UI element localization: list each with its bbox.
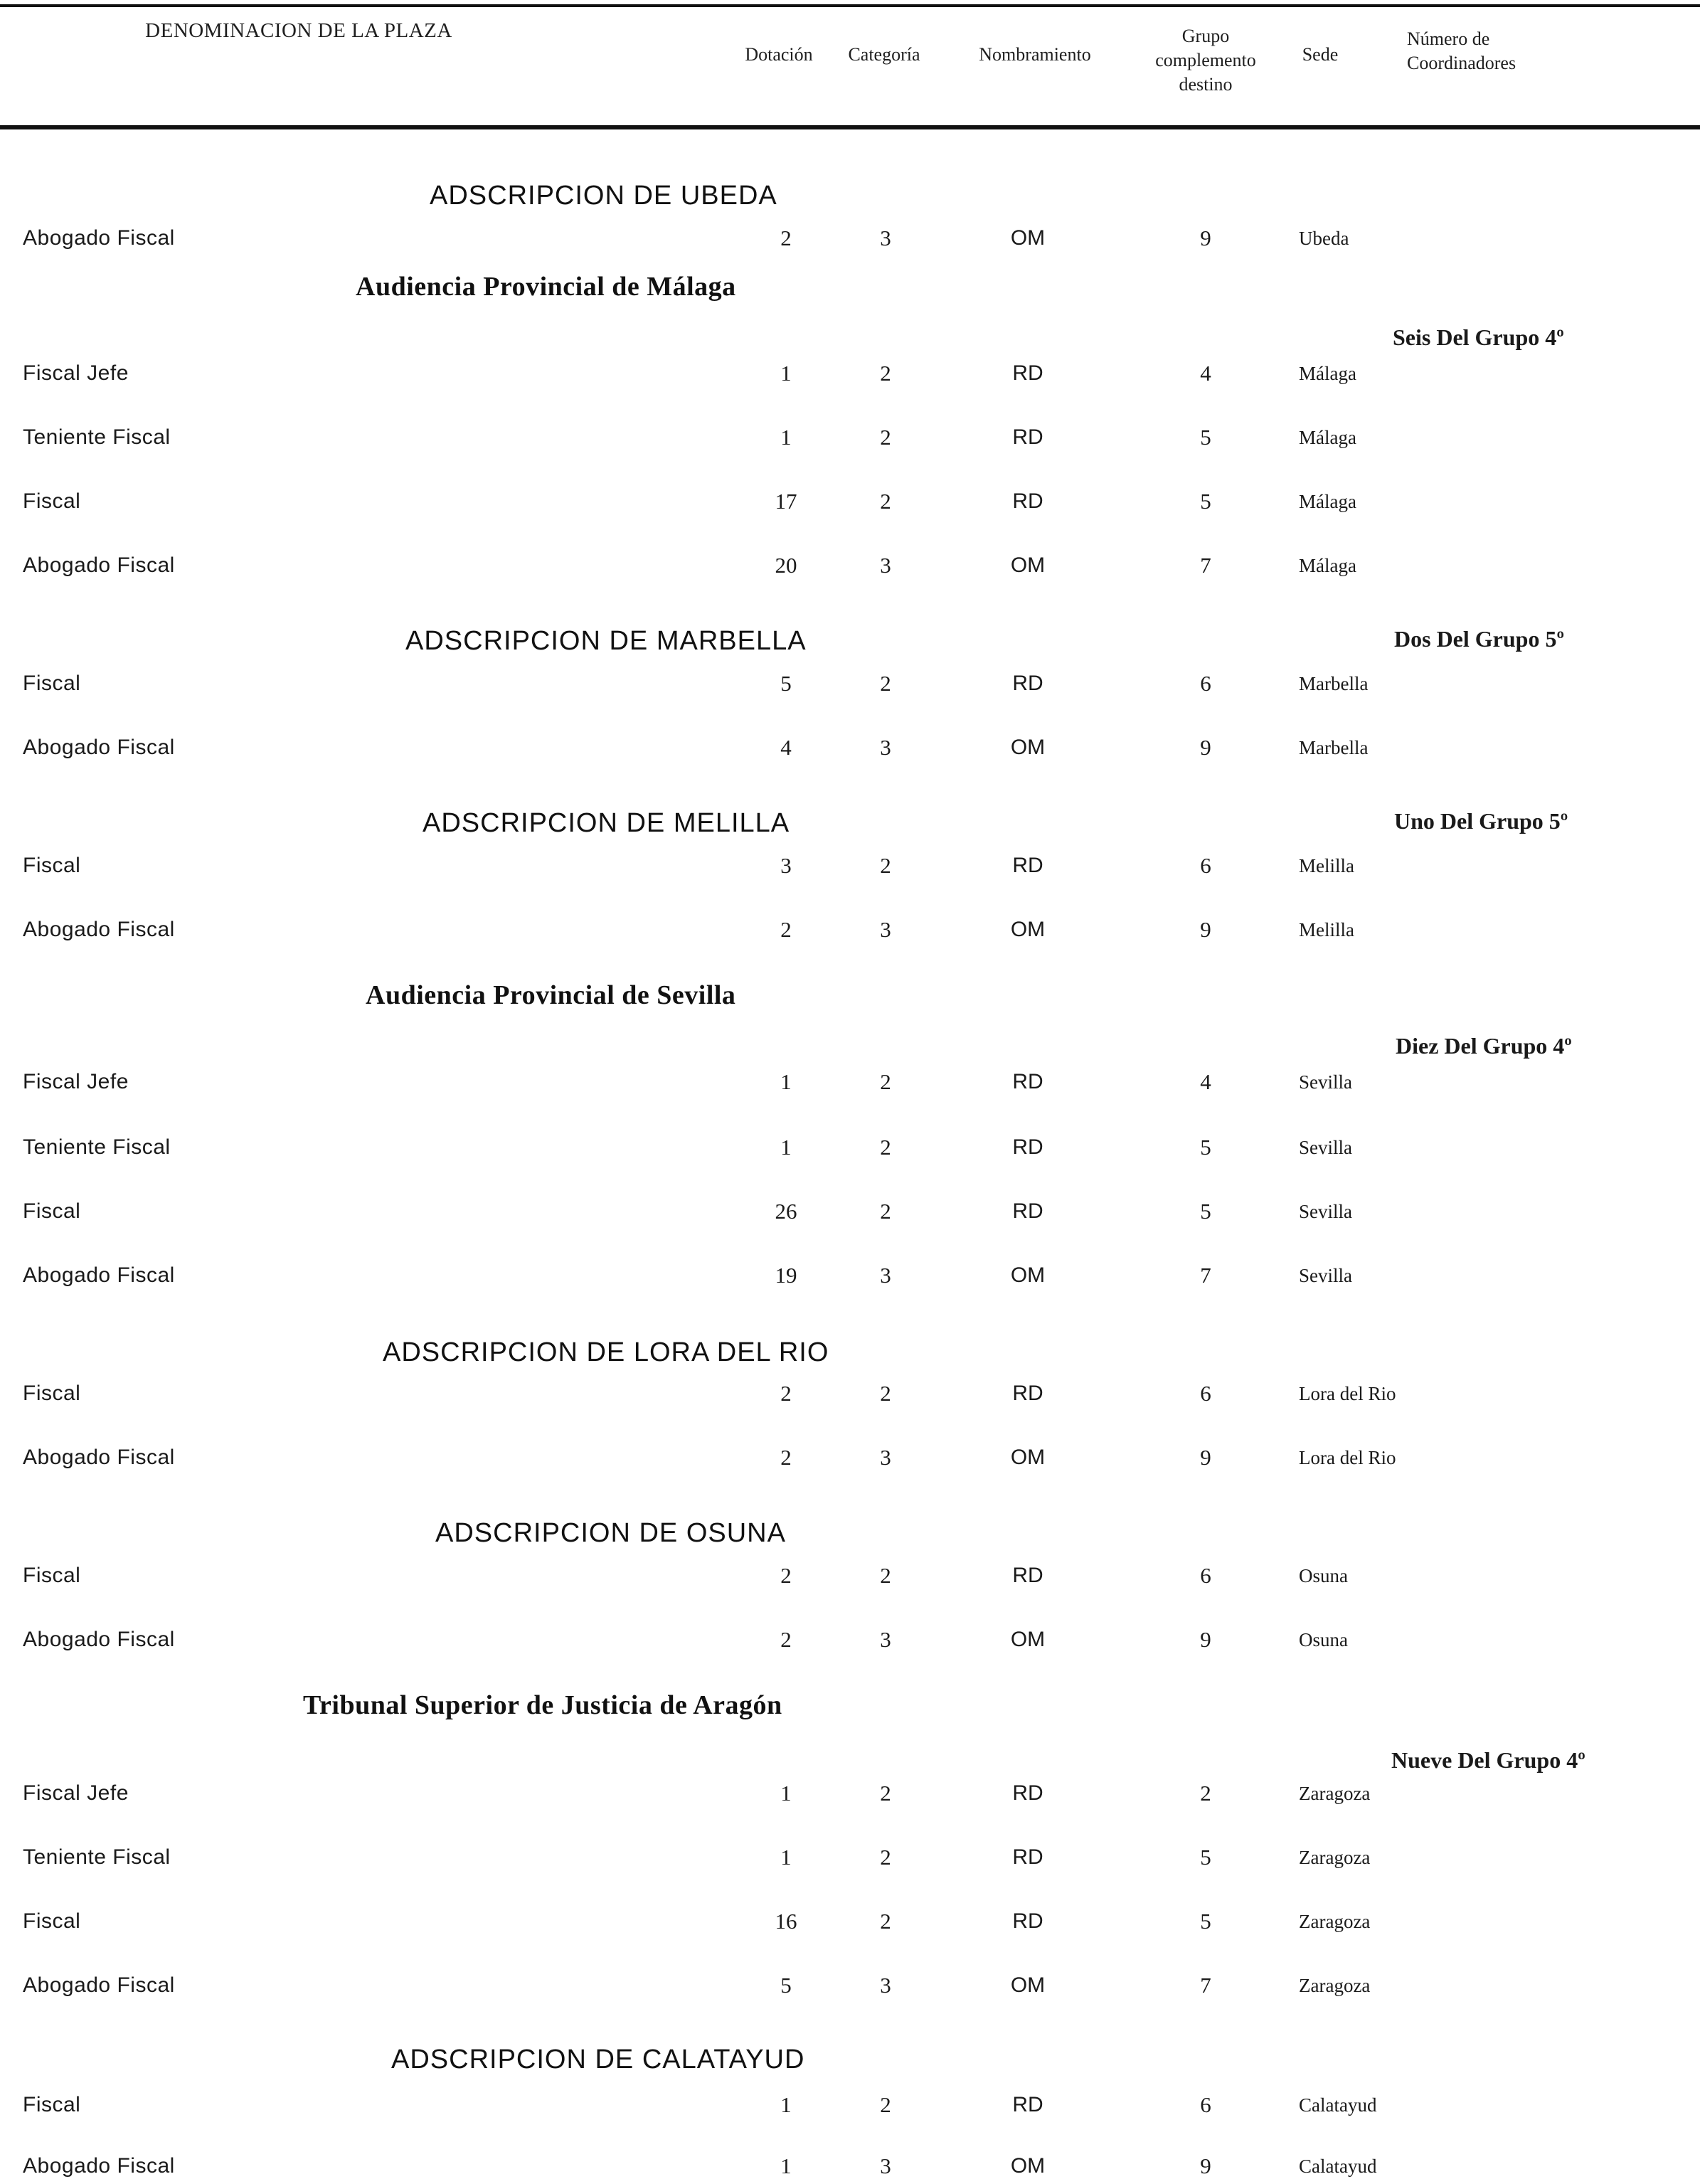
cell-sede: Osuna (1299, 1565, 1348, 1586)
table-row (0, 1558, 1700, 1594)
coordinadores-note: Diez Del Grupo 4º (1396, 1033, 1572, 1059)
cell-dotacion: 2 (780, 1445, 792, 1470)
table-row (0, 1064, 1700, 1100)
cell-denominacion: Abogado Fiscal (23, 226, 175, 250)
cell-categoria: 2 (880, 1909, 891, 1934)
section-title: ADSCRIPCION DE OSUNA (435, 1518, 786, 1548)
cell-nombramiento: RD (1012, 1382, 1043, 1405)
cell-categoria: 2 (880, 361, 891, 386)
header-categoria: Categoría (848, 44, 920, 65)
cell-nombramiento: RD (1012, 361, 1043, 385)
cell-categoria: 2 (880, 1781, 891, 1806)
cell-denominacion: Fiscal (23, 1382, 81, 1405)
cell-nombramiento: RD (1012, 2093, 1043, 2116)
table-row (0, 484, 1700, 519)
cell-grupo: 2 (1200, 1781, 1211, 1806)
cell-dotacion: 5 (780, 1973, 792, 1998)
table-row (0, 420, 1700, 455)
cell-denominacion: Teniente Fiscal (23, 425, 171, 449)
cell-dotacion: 2 (780, 1563, 792, 1588)
cell-grupo: 7 (1200, 1263, 1211, 1288)
cell-dotacion: 3 (780, 853, 792, 878)
cell-nombramiento: OM (1010, 553, 1046, 577)
cell-sede: Málaga (1299, 491, 1356, 512)
cell-grupo: 6 (1200, 1381, 1211, 1406)
cell-nombramiento: RD (1012, 1781, 1043, 1805)
cell-categoria: 2 (880, 1069, 891, 1094)
cell-denominacion: Fiscal (23, 854, 81, 877)
cell-dotacion: 1 (780, 425, 792, 450)
cell-sede: Málaga (1299, 427, 1356, 448)
table-row (0, 730, 1700, 765)
cell-grupo: 5 (1200, 1909, 1211, 1934)
table-row (0, 1622, 1700, 1658)
cell-categoria: 2 (880, 1381, 891, 1406)
cell-sede: Lora del Rio (1299, 1447, 1396, 1468)
cell-grupo: 9 (1200, 1627, 1211, 1652)
table-row (0, 848, 1700, 884)
cell-nombramiento: OM (1010, 1446, 1046, 1469)
cell-categoria: 3 (880, 2153, 891, 2178)
section-title: ADSCRIPCION DE LORA DEL RIO (383, 1337, 829, 1367)
cell-categoria: 2 (880, 2092, 891, 2117)
cell-grupo: 9 (1200, 917, 1211, 942)
header-nombramiento: Nombramiento (979, 44, 1091, 65)
cell-grupo: 9 (1200, 2153, 1211, 2178)
cell-grupo: 9 (1200, 226, 1211, 250)
cell-denominacion: Abogado Fiscal (23, 918, 175, 941)
cell-sede: Calatayud (1299, 2094, 1377, 2116)
cell-denominacion: Abogado Fiscal (23, 2154, 175, 2178)
cell-sede: Sevilla (1299, 1137, 1352, 1158)
cell-dotacion: 17 (775, 489, 797, 514)
section-title: Audiencia Provincial de Sevilla (366, 980, 736, 1010)
cell-categoria: 3 (880, 735, 891, 760)
header-bottom-rule (0, 125, 1700, 129)
coordinadores-note: Seis Del Grupo 4º (1393, 324, 1564, 350)
cell-grupo: 5 (1200, 1135, 1211, 1160)
cell-grupo: 5 (1200, 1199, 1211, 1224)
cell-nombramiento: RD (1012, 1199, 1043, 1223)
cell-denominacion: Fiscal Jefe (23, 1781, 129, 1805)
cell-denominacion: Fiscal (23, 1199, 81, 1223)
cell-nombramiento: OM (1010, 736, 1046, 759)
cell-sede: Marbella (1299, 737, 1369, 758)
cell-nombramiento: OM (1010, 1628, 1046, 1651)
cell-sede: Osuna (1299, 1629, 1348, 1650)
cell-nombramiento: RD (1012, 489, 1043, 513)
cell-sede: Sevilla (1299, 1071, 1352, 1093)
cell-categoria: 3 (880, 1445, 891, 1470)
cell-nombramiento: RD (1012, 1564, 1043, 1587)
cell-nombramiento: RD (1012, 425, 1043, 449)
cell-denominacion: Abogado Fiscal (23, 1973, 175, 1997)
table-row (0, 1904, 1700, 1939)
coordinadores-note: Nueve Del Grupo 4º (1391, 1747, 1585, 1773)
cell-dotacion: 1 (780, 1845, 792, 1870)
coordinadores-note: Uno Del Grupo 5º (1394, 808, 1568, 834)
cell-nombramiento: OM (1010, 1973, 1046, 1997)
cell-nombramiento: OM (1010, 226, 1046, 250)
cell-sede: Calatayud (1299, 2156, 1377, 2177)
table-row (0, 2148, 1700, 2184)
cell-categoria: 3 (880, 1627, 891, 1652)
table-row (0, 1194, 1700, 1229)
cell-grupo: 5 (1200, 425, 1211, 450)
cell-dotacion: 16 (775, 1909, 797, 1934)
cell-categoria: 2 (880, 1845, 891, 1870)
cell-denominacion: Fiscal (23, 489, 81, 513)
cell-grupo: 7 (1200, 1973, 1211, 1998)
coordinadores-note: Dos Del Grupo 5º (1394, 626, 1565, 652)
section-title: ADSCRIPCION DE CALATAYUD (391, 2045, 805, 2074)
section-title: ADSCRIPCION DE MELILLA (423, 808, 790, 838)
cell-denominacion: Fiscal Jefe (23, 361, 129, 385)
cell-categoria: 3 (880, 1263, 891, 1288)
section-title: ADSCRIPCION DE UBEDA (430, 181, 777, 211)
cell-dotacion: 1 (780, 2092, 792, 2117)
section-title: ADSCRIPCION DE MARBELLA (405, 626, 807, 656)
cell-dotacion: 4 (780, 735, 792, 760)
cell-nombramiento: RD (1012, 672, 1043, 695)
section-title: Tribunal Superior de Justicia de Aragón (303, 1690, 782, 1720)
header-sede: Sede (1302, 44, 1339, 65)
cell-sede: Sevilla (1299, 1265, 1352, 1286)
cell-denominacion: Fiscal (23, 672, 81, 695)
table-row (0, 1440, 1700, 1475)
cell-dotacion: 2 (780, 1381, 792, 1406)
cell-denominacion: Fiscal (23, 1564, 81, 1587)
cell-dotacion: 19 (775, 1263, 797, 1288)
header-dotacion: Dotación (745, 44, 813, 65)
cell-sede: Málaga (1299, 555, 1356, 576)
header-coordinadores: Número de Coordinadores (1407, 28, 1516, 73)
cell-dotacion: 26 (775, 1199, 797, 1224)
table-row (0, 221, 1700, 256)
table-row (0, 1130, 1700, 1165)
table-row (0, 548, 1700, 583)
cell-denominacion: Fiscal (23, 1909, 81, 1933)
cell-nombramiento: RD (1012, 854, 1043, 877)
cell-dotacion: 5 (780, 671, 792, 696)
cell-nombramiento: RD (1012, 1845, 1043, 1869)
cell-sede: Ubeda (1299, 228, 1349, 249)
cell-categoria: 2 (880, 1199, 891, 1224)
cell-dotacion: 1 (780, 2153, 792, 2178)
cell-categoria: 2 (880, 489, 891, 514)
cell-grupo: 6 (1200, 853, 1211, 878)
cell-sede: Zaragoza (1299, 1783, 1371, 1804)
cell-grupo: 4 (1200, 1069, 1211, 1094)
cell-denominacion: Abogado Fiscal (23, 1263, 175, 1287)
cell-dotacion: 2 (780, 1627, 792, 1652)
cell-nombramiento: RD (1012, 1070, 1043, 1093)
cell-sede: Lora del Rio (1299, 1383, 1396, 1404)
cell-dotacion: 1 (780, 1069, 792, 1094)
cell-denominacion: Fiscal Jefe (23, 1070, 129, 1093)
cell-nombramiento: OM (1010, 918, 1046, 941)
cell-grupo: 5 (1200, 489, 1211, 514)
cell-grupo: 6 (1200, 1563, 1211, 1588)
table-row (0, 356, 1700, 391)
cell-grupo: 9 (1200, 735, 1211, 760)
cell-grupo: 6 (1200, 671, 1211, 696)
table-row (0, 1258, 1700, 1293)
cell-sede: Zaragoza (1299, 1975, 1371, 1996)
table-row (0, 1840, 1700, 1875)
cell-denominacion: Abogado Fiscal (23, 553, 175, 577)
cell-grupo: 6 (1200, 2092, 1211, 2117)
cell-categoria: 2 (880, 853, 891, 878)
cell-dotacion: 2 (780, 917, 792, 942)
cell-categoria: 3 (880, 1973, 891, 1998)
cell-categoria: 3 (880, 917, 891, 942)
cell-denominacion: Abogado Fiscal (23, 736, 175, 759)
table-row (0, 1376, 1700, 1411)
cell-categoria: 2 (880, 671, 891, 696)
section-title: Audiencia Provincial de Málaga (356, 272, 736, 302)
cell-categoria: 2 (880, 1563, 891, 1588)
cell-dotacion: 1 (780, 361, 792, 386)
cell-denominacion: Abogado Fiscal (23, 1628, 175, 1651)
table-row (0, 912, 1700, 948)
table-row (0, 1776, 1700, 1811)
cell-nombramiento: RD (1012, 1909, 1043, 1933)
cell-dotacion: 1 (780, 1135, 792, 1160)
cell-sede: Zaragoza (1299, 1911, 1371, 1932)
cell-sede: Melilla (1299, 855, 1354, 876)
cell-nombramiento: OM (1010, 2154, 1046, 2178)
cell-categoria: 2 (880, 1135, 891, 1160)
cell-grupo: 7 (1200, 553, 1211, 578)
cell-denominacion: Abogado Fiscal (23, 1446, 175, 1469)
header-grupo-complemento: Grupo complemento destino (1155, 26, 1256, 95)
cell-sede: Melilla (1299, 919, 1354, 940)
cell-dotacion: 20 (775, 553, 797, 578)
cell-categoria: 3 (880, 553, 891, 578)
cell-categoria: 2 (880, 425, 891, 450)
table-row (0, 2087, 1700, 2123)
table-row (0, 666, 1700, 701)
cell-denominacion: Teniente Fiscal (23, 1845, 171, 1869)
cell-grupo: 9 (1200, 1445, 1211, 1470)
cell-grupo: 4 (1200, 361, 1211, 386)
cell-dotacion: 2 (780, 226, 792, 250)
table-row (0, 1968, 1700, 2003)
cell-nombramiento: RD (1012, 1135, 1043, 1159)
cell-sede: Marbella (1299, 673, 1369, 694)
cell-sede: Sevilla (1299, 1201, 1352, 1222)
cell-nombramiento: OM (1010, 1263, 1046, 1287)
cell-sede: Málaga (1299, 363, 1356, 384)
header-denominacion: DENOMINACION DE LA PLAZA (145, 19, 452, 42)
cell-sede: Zaragoza (1299, 1847, 1371, 1868)
cell-grupo: 5 (1200, 1845, 1211, 1870)
cell-categoria: 3 (880, 226, 891, 250)
cell-denominacion: Teniente Fiscal (23, 1135, 171, 1159)
header-top-rule (0, 4, 1700, 7)
cell-denominacion: Fiscal (23, 2093, 81, 2116)
cell-dotacion: 1 (780, 1781, 792, 1806)
